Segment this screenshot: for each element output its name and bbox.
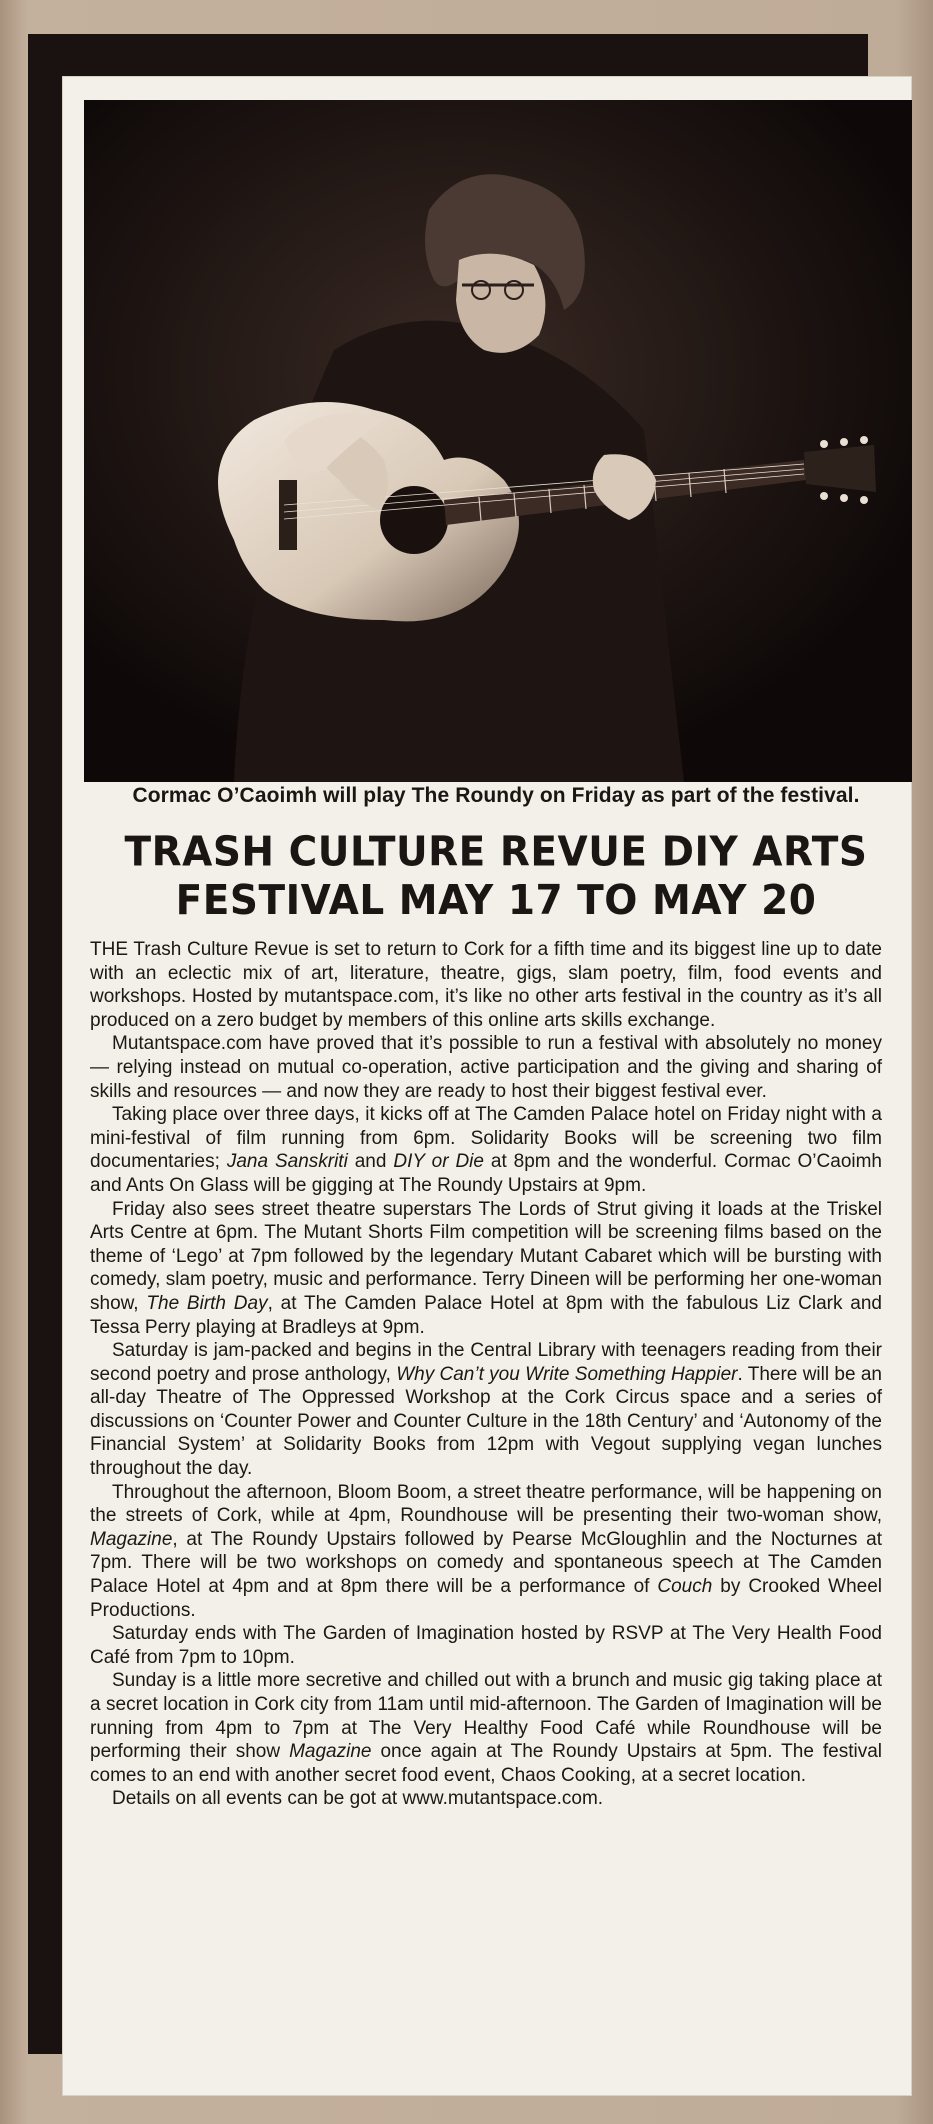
p4-text-c: , at The Camden Palace Hotel at 8pm with the fabulous Liz Clark and Tessa Perry playing at Bradleys at 9pm. (90, 1292, 882, 1338)
paragraph-1: THE Trash Culture Revue is set to return to Cork for a fifth time and its biggest line up to date with an eclectic mix of art, literature, theatre, gigs, slam poetry, film, food events and workshops. Hosted by mutantspace.com, it’s like no other arts festival in the country as it’s all produced on a zero budget by members of this online arts skills exchange. (90, 939, 882, 1031)
article-headline (86, 829, 906, 926)
headline-line-1: TRASH CULTURE REVUE DIY ARTS (124, 828, 868, 876)
paragraph-4 (90, 1198, 882, 1340)
paragraph-5 (90, 1339, 882, 1481)
p6-text-c: , at The Roundy Upstairs followed by Pearse McGloughlin and the Nocturnes at 7pm. There will be two workshops on comedy and spontaneous speech at The Camden Palace Hotel at 4pm and at 8pm there will be a performance of (90, 1528, 882, 1598)
p5-text-c: . There will be an all-day Theatre of The Oppressed Workshop at the Cork Circus space and a series of discussions on ‘Counter Power and Counter Culture in the 18th Century’ and ‘Autonomy of the Financial System’ at Solidarity Books from 12pm with Vegout supplying vegan lunches throughout the day. (90, 1363, 882, 1480)
photo-caption: Cormac O’Caoimh will play The Roundy on Friday as part of the festival. (132, 784, 860, 807)
p5-text-a: Saturday is jam-packed and begins in the Central Library with teenagers reading from their second poetry and prose anthology, (90, 1340, 882, 1385)
p3-text-e: at 8pm and the wonderful. Cormac O’Caoimh and Ants On Glass will be gigging at The Roundy Upstairs at 9pm. (90, 1151, 882, 1196)
p3-title-diy-or-die: DIY or Die (393, 1151, 484, 1173)
p3-title-jana-sanskriti: Jana Sanskriti (226, 1151, 348, 1173)
paragraph-7: Saturday ends with The Garden of Imagination hosted by RSVP at The Very Health Food Café from 7pm to 10pm. (90, 1623, 882, 1668)
headline-line-2: FESTIVAL MAY 17 TO MAY 20 (175, 877, 817, 925)
p3-text-a: Taking place over three days, it kicks off at The Camden Palace hotel on Friday night with a mini-festival of film running from 6pm. Solidarity Books will be screening two film documentaries; (90, 1104, 882, 1173)
paragraph-8 (90, 1669, 882, 1787)
paragraph-9: Details on all events can be got at www.mutantspace.com. (112, 1788, 604, 1810)
p3-text-c: and (347, 1151, 394, 1173)
p8-title-magazine: Magazine (289, 1741, 372, 1763)
article-body (90, 938, 882, 1811)
guitarist-photo-icon (84, 100, 912, 782)
p8-text-c: once again at The Roundy Upstairs at 5pm. The festival comes to an end with another secret food event, Chaos Cooking, at a secret location. (90, 1741, 882, 1786)
paragraph-3 (90, 1103, 882, 1197)
paragraph-6 (90, 1481, 882, 1623)
paragraph-2: Mutantspace.com have proved that it’s possible to run a festival with absolutely no money — relying instead on mutual co-operation, active participation and the giving and sharing of skills and resources — and now they are ready to host their biggest festival ever. (90, 1033, 882, 1102)
p4-title-birth-day: The Birth Day (146, 1292, 268, 1314)
p4-text-a: Friday also sees street theatre superstars The Lords of Strut giving it loads at the Triskel Arts Centre at 6pm. The Mutant Shorts Film competition will be screening films based on the theme of ‘Lego’ at 7pm followed by the legendary Mutant Cabaret which will be bursting with comedy, slam poetry, music and performance. Terry Dineen will be performing her one-woman show, (90, 1198, 882, 1314)
p6-text-a: Throughout the afternoon, Bloom Boom, a street theatre performance, will be happening on the streets of Cork, while at 4pm, Roundhouse will be presenting their two-woman show, (90, 1481, 882, 1527)
p6-title-couch: Couch (657, 1576, 713, 1598)
p8-text-a: Sunday is a little more secretive and chilled out with a brunch and music gig taking place at a secret location in Cork city from 11am until mid-afternoon. The Garden of Imagination will be running from 4pm to 7pm at The Very Healthy Food Café while Roundhouse will be performing their show (90, 1670, 882, 1763)
p6-title-magazine: Magazine (90, 1528, 173, 1550)
newspaper-clipping (62, 76, 912, 2096)
p6-text-e: by Crooked Wheel Productions. (90, 1576, 882, 1621)
guitarist-photo (84, 100, 912, 782)
p5-title-anthology: Why Can’t you Write Something Happier (396, 1363, 738, 1385)
